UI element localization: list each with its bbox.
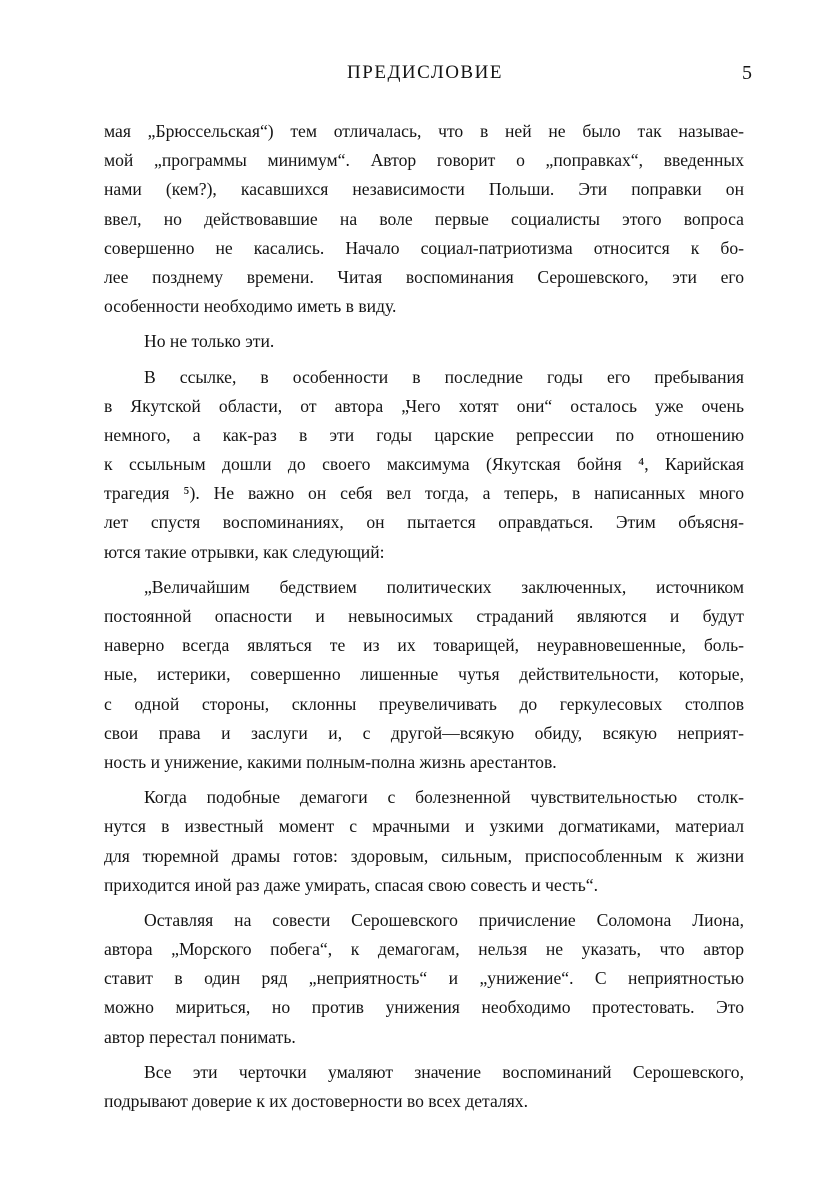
text-line: ные, истерики, совершенно лишенные чутья действительности, которые, <box>104 664 744 685</box>
text-line: наверно всегда являться те из их товарищей, неуравновешенные, боль- <box>104 635 744 656</box>
text-line: ность и унижение, какими полным-полна жизнь арестантов. <box>104 751 557 772</box>
text-line: приходится иной раз даже умирать, спасая свою совесть и честь“. <box>104 874 598 895</box>
text-line: лее позднему времени. Читая воспоминания Серошевского, эти его <box>104 266 744 287</box>
page-number: 5 <box>742 62 752 84</box>
text-line: немного, а как-раз в эти годы царские репрессии по отношению <box>104 424 744 445</box>
text-line: подрывают доверие к их достоверности во всех деталях. <box>104 1091 528 1111</box>
paragraph <box>104 906 744 1052</box>
body-text <box>104 117 744 1116</box>
paragraph <box>104 117 744 321</box>
paragraph <box>104 1058 744 1116</box>
text-line: с одной стороны, склонны преувеличивать до геркулесовых столпов <box>104 693 744 714</box>
text-line: в Якутской области, от автора „Чего хотят они“ осталось уже очень <box>104 395 744 416</box>
text-line: свои права и заслуги и, с другой—всякую обиду, всякую неприят- <box>104 722 744 743</box>
text-line: особенности необходимо иметь в виду. <box>104 296 397 317</box>
text-line: Все эти черточки умаляют значение воспоминаний Серошевского, <box>144 1061 744 1082</box>
text-line: автор перестал понимать. <box>104 1026 296 1047</box>
text-line: Но не только эти. <box>144 331 275 352</box>
paragraph <box>104 363 744 567</box>
text-line: Когда подобные демагоги с болезненной чувствительностью столк- <box>144 787 744 808</box>
text-line: В ссылке, в особенности в последние годы его пребывания <box>144 366 744 387</box>
text-line: постоянной опасности и невыносимых страданий являются и будут <box>104 606 744 626</box>
running-header <box>100 62 750 92</box>
header-title: ПРЕДИСЛОВИЕ <box>347 62 503 83</box>
quotation-paragraph <box>104 783 744 900</box>
text-line: ввел, но действовавшие на воле первые социалисты этого вопроса <box>104 208 744 229</box>
text-line: ставит в один ряд „неприятность“ и „унижение“. С неприятностью <box>104 968 744 989</box>
text-line: лет спустя воспоминаниях, он пытается оправдаться. Этим объясня- <box>104 512 744 533</box>
text-line: Оставляя на совести Серошевского причисление Соломона Лиона, <box>144 909 744 930</box>
text-line: нами (кем?), касавшихся независимости Польши. Эти поправки он <box>104 179 744 200</box>
paragraph <box>104 327 744 356</box>
quotation-paragraph <box>104 573 744 777</box>
text-line: совершенно не касались. Начало социал-патриотизма относится к бо- <box>104 237 744 258</box>
text-line: мой „программы минимум“. Автор говорит о „поправках“, введенных <box>104 150 744 171</box>
text-line: нутся в известный момент с мрачными и узкими догматиками, материал <box>104 816 744 837</box>
text-line: „Величайшим бедствием политических заключенных, источником <box>144 576 744 597</box>
text-line: мая „Брюссельская“) тем отличалась, что в ней не было так называе- <box>104 121 744 141</box>
text-line: ются такие отрывки, как следующий: <box>104 541 385 562</box>
text-line: для тюремной драмы готов: здоровым, сильным, приспособленным к жизни <box>104 845 744 866</box>
text-line: автора „Морского побега“, к демагогам, нельзя не указать, что автор <box>104 939 744 960</box>
text-line: трагедия ⁵). Не важно он себя вел тогда, а теперь, в написанных много <box>104 483 744 504</box>
text-line: к ссыльным дошли до своего максимума (Якутская бойня ⁴, Карийская <box>104 454 744 475</box>
text-line: можно мириться, но против унижения необходимо протестовать. Это <box>104 997 744 1018</box>
